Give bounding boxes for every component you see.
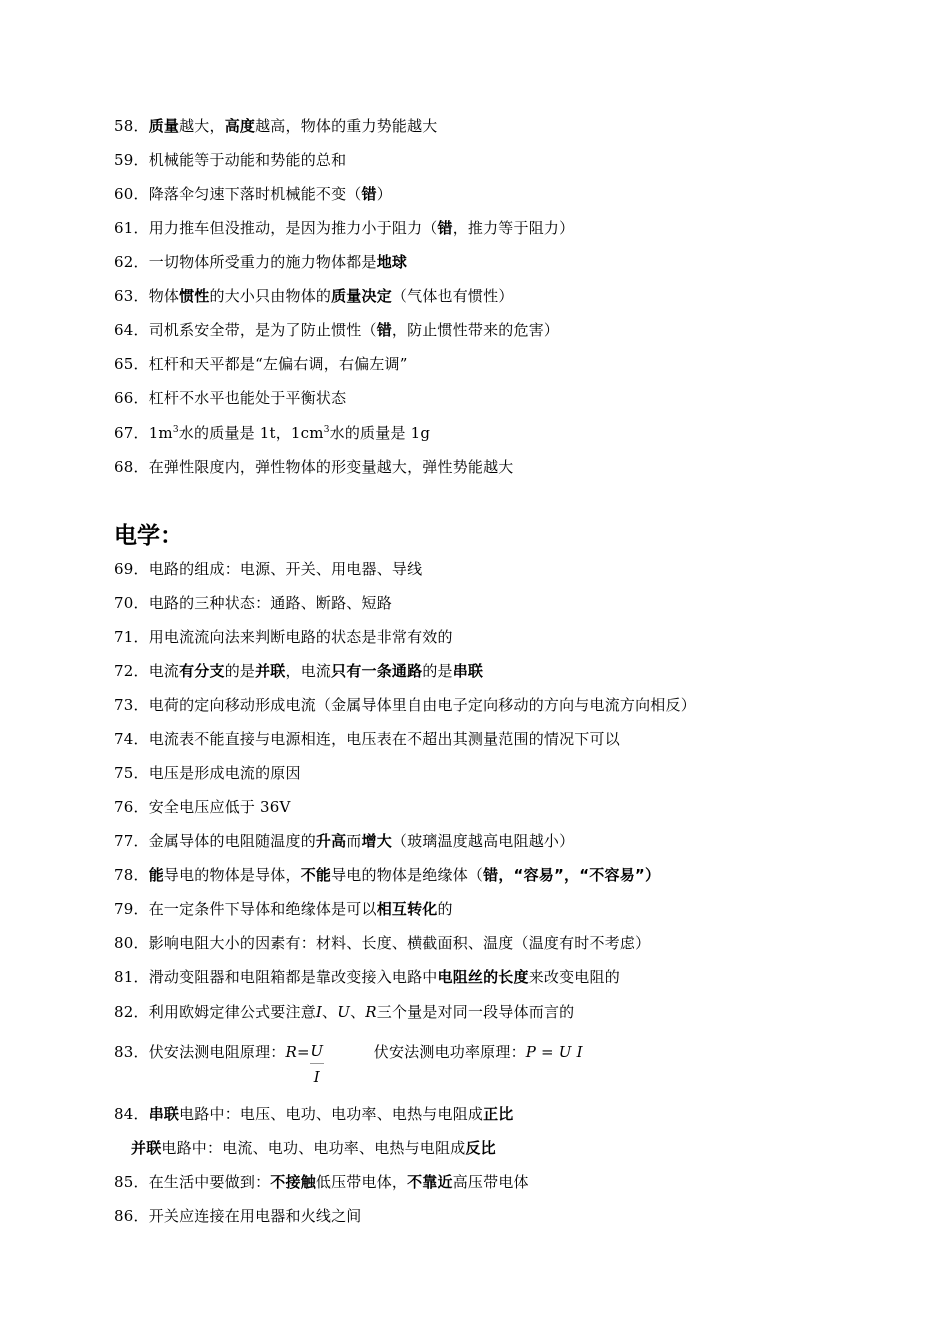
item-number: 77． — [114, 832, 149, 850]
list-item — [114, 828, 574, 854]
item-number: 59． — [114, 151, 149, 169]
text: 在生活中要做到： — [148, 1173, 271, 1191]
text: 的 — [437, 900, 453, 918]
list-item — [114, 624, 453, 650]
text: 高压带电体 — [452, 1173, 529, 1191]
bold-text: 串联 — [148, 1105, 180, 1123]
text: 机械能等于动能和势能的总和 — [148, 151, 347, 169]
text: 司机系安全带，是为了防止惯性（ — [148, 321, 377, 339]
list-item — [114, 726, 620, 752]
text: ，防止惯性带来的危害） — [391, 321, 560, 339]
bold-text: 增大 — [361, 832, 392, 850]
text: 影响电阻大小的因素有：材料、长度、横截面积、温度（温度有时不考虑） — [148, 934, 651, 952]
list-item — [114, 351, 408, 377]
bold-text: 并联 — [255, 662, 286, 680]
item-number: 68． — [114, 458, 149, 476]
bold-text: 正比 — [483, 1105, 514, 1123]
list-item — [114, 964, 620, 990]
bold-text: 质量 — [148, 117, 180, 135]
bold-text: 错，“容易”，“不容易”） — [483, 866, 661, 884]
list-item — [114, 1203, 362, 1229]
list-item-67: 67．$1m^3$水的质量是 1t，$1cm^3$水的质量是 1g — [114, 420, 430, 446]
list-item-84 — [114, 1101, 514, 1127]
list-item — [114, 794, 291, 820]
bold-text: 反比 — [465, 1139, 496, 1157]
bold-text: 串联 — [452, 662, 484, 680]
list-item — [114, 113, 438, 139]
text: 一切物体所受重力的施力物体都是 — [148, 253, 377, 271]
item-number: 74． — [114, 730, 149, 748]
text: 低压带电体， — [315, 1173, 408, 1191]
item-number: 82． — [114, 1003, 149, 1021]
list-item — [114, 930, 650, 956]
bold-text: 惯性 — [179, 287, 210, 305]
text: 电流 — [148, 662, 180, 680]
text: 用力推车但没推动，是因为推力小于阻力（ — [148, 219, 438, 237]
bold-text: 错 — [376, 321, 392, 339]
bold-text: 地球 — [376, 253, 408, 271]
text: 而 — [346, 832, 362, 850]
list-item — [114, 1169, 529, 1195]
list-item — [114, 692, 696, 718]
bold-text: 并联 — [131, 1139, 162, 1157]
text: 导电的物体是绝缘体（ — [331, 866, 484, 884]
text: 在一定条件下导体和绝缘体是可以 — [148, 900, 377, 918]
list-item — [114, 317, 559, 343]
text: 用电流流向法来判断电路的状态是非常有效的 — [148, 628, 453, 646]
item-number: 58． — [114, 117, 149, 135]
item-number: 62． — [114, 253, 149, 271]
text: 物体 — [148, 287, 180, 305]
text: 的大小只由物体的 — [209, 287, 332, 305]
list-item — [114, 147, 346, 173]
bold-text: 不靠近 — [407, 1173, 453, 1191]
list-item — [114, 385, 346, 411]
ohm-fraction: $\frac{U}{I}$ — [310, 1039, 324, 1090]
text: ，推力等于阻力） — [452, 219, 575, 237]
item-number: 79． — [114, 900, 149, 918]
text: 安全电压应低于 36V — [148, 798, 291, 816]
text: ） — [376, 185, 392, 203]
item-number: 66． — [114, 389, 149, 407]
bold-text: 不能 — [300, 866, 332, 884]
text: 电压是形成电流的原因 — [148, 764, 301, 782]
text: 越高，物体的重力势能越大 — [255, 117, 438, 135]
item-number: 85． — [114, 1173, 149, 1191]
item-number: 84． — [114, 1105, 149, 1123]
text: （气体也有惯性） — [391, 287, 514, 305]
item-number: 75． — [114, 764, 149, 782]
item-number: 64． — [114, 321, 149, 339]
text: 金属导体的电阻随温度的 — [148, 832, 316, 850]
bold-text: 有分支 — [179, 662, 225, 680]
list-item-84-cont — [131, 1135, 496, 1161]
item-number: 70． — [114, 594, 149, 612]
bold-text: 能 — [148, 866, 164, 884]
bold-text: 只有一条通路 — [331, 662, 423, 680]
list-item — [114, 181, 392, 207]
list-item — [114, 556, 422, 582]
text: 开关应连接在用电器和火线之间 — [148, 1207, 362, 1225]
item-number: 67． — [114, 424, 149, 442]
list-item — [114, 249, 407, 275]
list-item — [114, 862, 660, 888]
bold-text: 相互转化 — [376, 900, 438, 918]
list-item — [114, 590, 392, 616]
item-number: 61． — [114, 219, 149, 237]
bold-text: 升高 — [315, 832, 347, 850]
list-item — [114, 760, 301, 786]
text: 电流表不能直接与电源相连，电压表在不超出其测量范围的情况下可以 — [148, 730, 620, 748]
list-item-68: 68．在弹性限度内，弹性物体的形变量越大，弹性势能越大 — [114, 454, 514, 480]
bold-text: 质量决定 — [331, 287, 392, 305]
text: 电路的组成：电源、开关、用电器、导线 — [148, 560, 423, 578]
item-number: 65． — [114, 355, 149, 373]
item-number: 73． — [114, 696, 149, 714]
list-item — [114, 215, 574, 241]
text: 杠杆和天平都是“左偏右调，右偏左调” — [148, 355, 408, 373]
text: 来改变电阻的 — [528, 968, 620, 986]
item-number: 86． — [114, 1207, 149, 1225]
text: ，电流 — [285, 662, 332, 680]
bold-text: 错 — [361, 185, 377, 203]
list-item — [114, 896, 453, 922]
list-item — [114, 658, 483, 684]
text: 导电的物体是导体， — [163, 866, 301, 884]
bold-text: 电阻丝的长度 — [437, 968, 529, 986]
text: 的是 — [422, 662, 453, 680]
text: 电荷的定向移动形成电流（金属导体里自由电子定向移动的方向与电流方向相反） — [148, 696, 696, 714]
bold-text: 错 — [437, 219, 453, 237]
text: 电路中：电流、电功、电功率、电热与电阻成 — [161, 1139, 466, 1157]
bold-text: 不接触 — [270, 1173, 316, 1191]
text: （玻璃温度越高电阻越小） — [391, 832, 575, 850]
list-item-82: 82．利用欧姆定律公式要注意I、U、R三个量是对同一段导体而言的 — [114, 999, 574, 1025]
list-item — [114, 283, 514, 309]
bold-text: 高度 — [224, 117, 256, 135]
item-number: 80． — [114, 934, 149, 952]
text: 电路的三种状态：通路、断路、短路 — [148, 594, 392, 612]
item-number: 76． — [114, 798, 149, 816]
item-number: 72． — [114, 662, 149, 680]
item-number: 63． — [114, 287, 149, 305]
text: 电路中：电压、电功、电功率、电热与电阻成 — [179, 1105, 484, 1123]
item-number: 78． — [114, 866, 149, 884]
text: 杠杆不水平也能处于平衡状态 — [148, 389, 347, 407]
section-heading-electricity: 电学： — [114, 523, 183, 549]
item-number: 60． — [114, 185, 149, 203]
text: 越大， — [179, 117, 225, 135]
item-number: 83． — [114, 1043, 149, 1061]
item-number: 81． — [114, 968, 149, 986]
text: 的是 — [224, 662, 256, 680]
text: 滑动变阻器和电阻箱都是靠改变接入电路中 — [148, 968, 438, 986]
item-number: 69． — [114, 560, 149, 578]
list-item-83: 83．伏安法测电阻原理：R= $\frac{U}{I}$ 伏安法测电功率原理：P = U I — [114, 1039, 583, 1091]
item-number: 71． — [114, 628, 149, 646]
text: 降落伞匀速下落时机械能不变（ — [148, 185, 362, 203]
